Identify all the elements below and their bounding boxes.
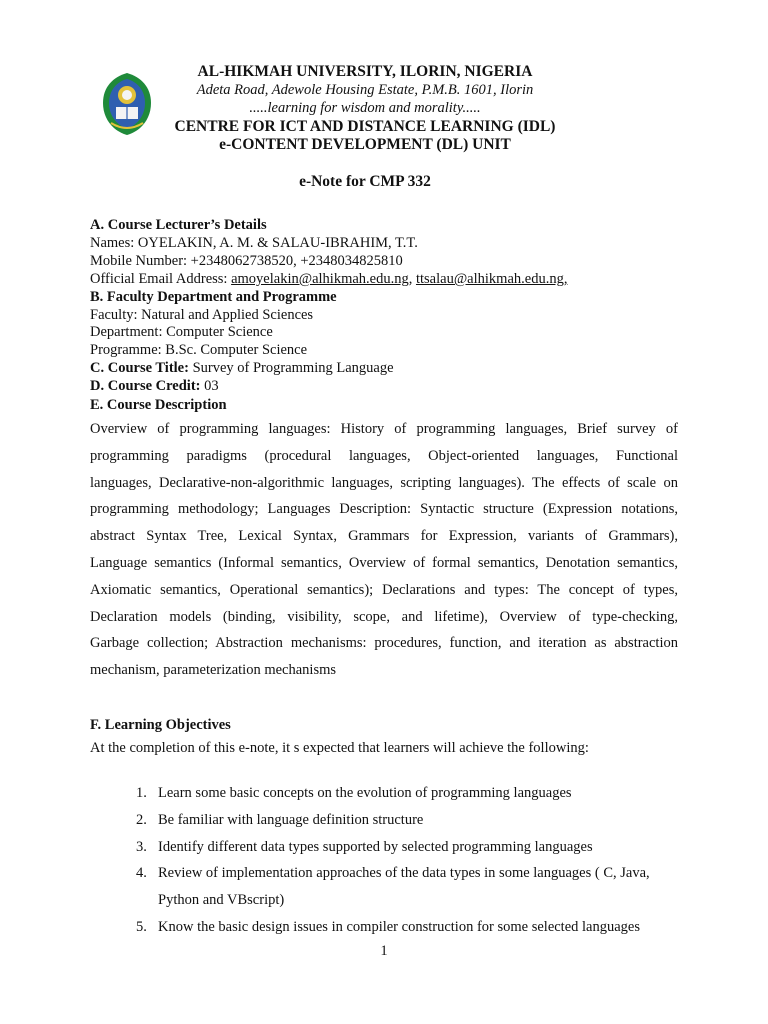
description-line: Declaration models (binding, visibility, scope, and lifetime), Overview of type-checking, [90,608,678,625]
objective-text: Be familiar with language definition structure [158,811,424,828]
description-line: programming paradigms (procedural languages, Object-oriented languages, Functional [90,447,678,464]
centre-name: CENTRE FOR ICT AND DISTANCE LEARNING (IDL) [174,118,556,135]
course-credit-label: D. Course Credit: [90,378,201,394]
university-motto: .....learning for wisdom and morality..... [249,100,481,116]
email-label: Official Email Address: [90,271,232,287]
objective-text-continued: Python and VBscript) [158,892,285,909]
description-line: Language semantics (Informal semantics, Overview of formal semantics, Denotation semantics, [90,554,678,571]
programme-line: Programme: B.Sc. Computer Science [90,342,308,358]
list-item [136,780,680,807]
email-separator: , [408,271,416,287]
description-line: Overview of programming languages: History of programming languages, Brief survey of [90,421,678,437]
unit-name: e-CONTENT DEVELOPMENT (DL) UNIT [219,136,511,153]
objective-number: 5. [136,918,147,935]
list-item [136,807,680,834]
objective-number: 4. [136,865,147,882]
description-line: programming methodology; Languages Description: Syntactic structure (Expression notations, [90,501,678,518]
university-name: AL-HIKMAH UNIVERSITY, ILORIN, NIGERIA [197,63,533,80]
department-line: Department: Computer Science [90,324,273,340]
mobile-number: Mobile Number: +2348062738520, +2348034825810 [90,253,403,269]
objective-number: 3. [136,838,147,855]
faculty-line: Faculty: Natural and Applied Sciences [90,307,314,323]
description-line: Garbage collection; Abstraction mechanisms: procedures, function, and iteration as abstraction [90,635,678,652]
description-line: mechanism, parameterization mechanisms [90,662,337,679]
list-item [136,914,680,941]
objective-text: Identify different data types supported by selected programming languages [158,838,593,855]
email-link-1[interactable]: amoyelakin@alhikmah.edu.ng [231,271,409,287]
list-item [136,834,680,861]
course-title-label: C. Course Title: [90,360,189,376]
description-line: Axiomatic semantics, Operational semantics); Declarations and types: The concept of types, [90,581,678,598]
objective-text: Learn some basic concepts on the evolution of programming languages [158,785,572,801]
course-title-value: Survey of Programming Language [188,360,394,376]
objectives-list [136,780,680,941]
objective-text: Know the basic design issues in compiler construction for some selected languages [158,918,641,935]
description-line: abstract Syntax Tree, Lexical Syntax, Grammars for Expression, variants of Grammars), [90,528,678,545]
email-line [90,270,567,288]
course-title-line [90,359,394,377]
section-f-heading: F. Learning Objectives [90,717,231,733]
section-b-heading: B. Faculty Department and Programme [90,289,337,305]
email-link-2[interactable]: ttsalau@alhikmah.edu.ng, [415,271,568,287]
section-e-heading: E. Course Description [90,397,227,413]
course-description [90,416,678,684]
list-item [136,860,680,914]
enote-title: e-Note for CMP 332 [299,173,431,190]
objective-number: 2. [136,811,147,828]
section-a-heading: A. Course Lecturer’s Details [90,217,267,233]
description-line: languages, Declarative-non-algorithmic languages, scripting languages). The effects of scale on [90,474,678,491]
objective-number: 1. [136,785,147,801]
course-credit-value: 03 [200,378,219,394]
university-address: Adeta Road, Adewole Housing Estate, P.M.B. 1601, Ilorin [196,82,534,98]
page-number: 1 [380,943,388,959]
objectives-intro: At the completion of this e-note, it s expected that learners will achieve the following: [90,740,589,756]
course-credit-line [90,377,219,395]
objective-text: Review of implementation approaches of the data types in some languages ( C, Java, [158,865,650,882]
lecturer-names: Names: OYELAKIN, A. M. & SALAU-IBRAHIM, T.T. [90,235,418,251]
university-crest-icon [101,71,153,137]
